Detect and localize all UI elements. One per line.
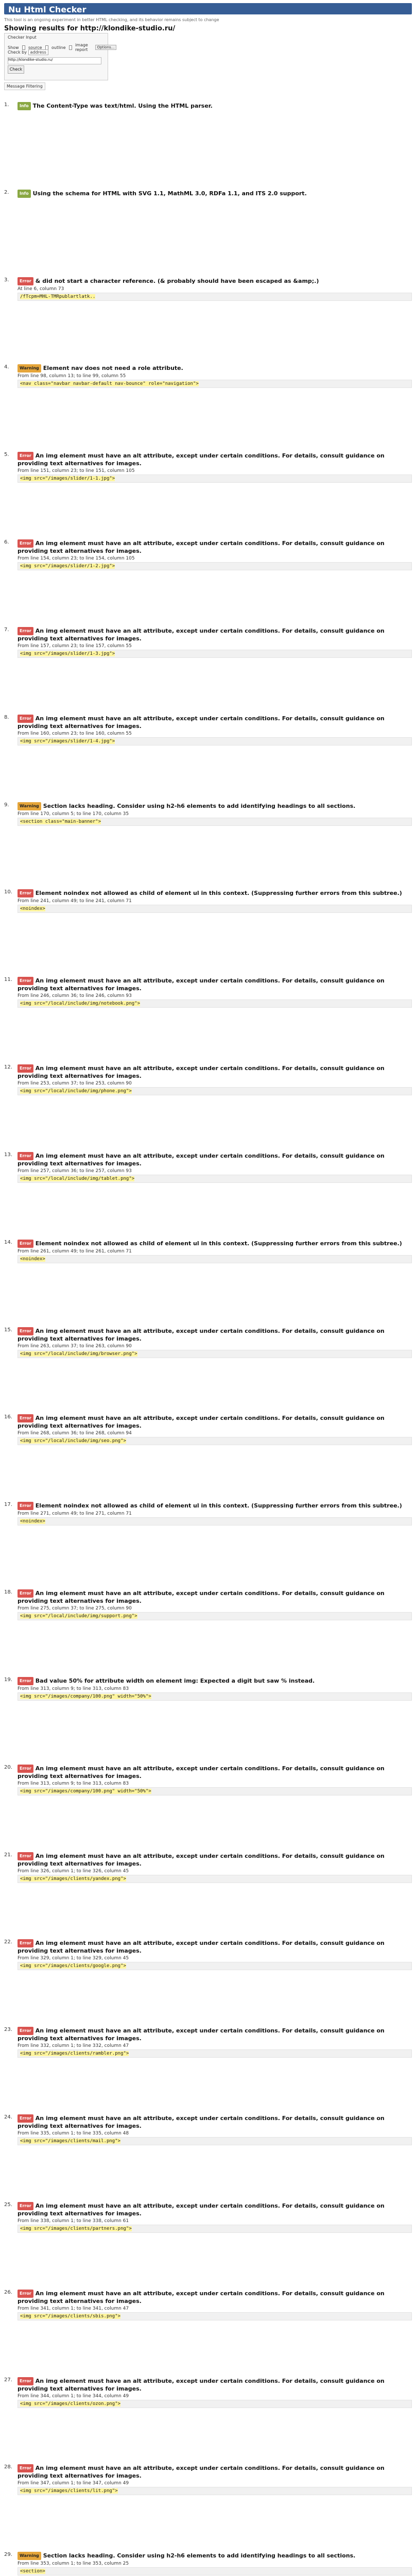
- message-type-badge: Info: [18, 102, 31, 110]
- message-number: 20.: [4, 1764, 12, 1770]
- message-number: 2.: [4, 189, 9, 195]
- message-description: An img element must have an alt attribute, except under certain conditions. For details, consult guidance on providing text alternatives for images.: [18, 1065, 385, 1080]
- message-type-badge: Error: [18, 2027, 33, 2035]
- message-type-badge: Error: [18, 2202, 33, 2210]
- highlighted-source: <img src="/images/company/100.png" width="50%">: [20, 1693, 151, 1699]
- source-extract: [18, 1087, 412, 1095]
- message-item: [4, 102, 412, 181]
- message-text: [18, 102, 412, 110]
- message-number: 10.: [4, 889, 12, 895]
- highlighted-source: <img src="/images/clients/lit.png">: [20, 2488, 118, 2494]
- show-label: Show: [8, 45, 19, 50]
- source-extract: [18, 2312, 412, 2320]
- source-extract: [18, 2049, 412, 2058]
- message-text: [18, 1502, 412, 1510]
- message-item: [4, 2289, 412, 2369]
- message-text: [18, 364, 412, 372]
- message-location[interactable]: From line 271, column 49; to line 271, column 71: [18, 1511, 132, 1517]
- check-by-select[interactable]: address: [28, 49, 48, 55]
- message-item: [4, 802, 412, 882]
- message-description: An img element must have an alt attribute, except under certain conditions. For details, consult guidance on providing text alternatives for images.: [18, 2115, 385, 2130]
- showing-results: Showing results for http://klondike-studio.ru/: [4, 25, 176, 32]
- message-number: 16.: [4, 1414, 12, 1420]
- source-extract: [18, 1437, 412, 1445]
- message-item: [4, 977, 412, 1056]
- source-extract: [18, 380, 412, 388]
- message-location[interactable]: From line 170, column 5; to line 170, column 35: [18, 811, 129, 817]
- highlighted-source: <img src="/images/clients/partners.png">: [20, 2226, 132, 2231]
- highlighted-source: <noindex>: [20, 906, 45, 912]
- message-description: Element noindex not allowed as child of element ul in this context. (Suppressing further errors from this subtree.): [35, 1240, 402, 1247]
- source-extract: [18, 1875, 412, 1883]
- highlighted-source: <img src="/images/slider/1-1.jpg">: [20, 476, 115, 482]
- message-number: 5.: [4, 452, 9, 458]
- message-text: [18, 2552, 412, 2560]
- app-subtitle: This tool is an ongoing experiment in better HTML checking, and its behavior remains subject to change: [4, 18, 219, 22]
- message-number: 15.: [4, 1327, 12, 1333]
- message-type-badge: Error: [18, 2377, 33, 2385]
- source-extract: [18, 474, 412, 483]
- message-number: 22.: [4, 1939, 12, 1945]
- message-description: An img element must have an alt attribute, except under certain conditions. For details, consult guidance on providing text alternatives for images.: [18, 1852, 385, 1867]
- message-text: [18, 1589, 412, 1605]
- message-text: [18, 539, 412, 555]
- message-location[interactable]: From line 338, column 1; to line 338, column 61: [18, 2218, 129, 2224]
- message-item: [4, 714, 412, 794]
- url-input[interactable]: http://klondike-studio.ru/: [8, 57, 101, 64]
- message-type-badge: Error: [18, 1414, 33, 1422]
- message-number: 29.: [4, 2552, 12, 2558]
- message-location[interactable]: From line 154, column 23; to line 154, column 105: [18, 556, 135, 562]
- message-text: [18, 1852, 412, 1868]
- message-number: 28.: [4, 2464, 12, 2470]
- highlighted-source: <img src="/images/clients/google.png">: [20, 1963, 126, 1969]
- message-type-badge: Error: [18, 539, 33, 548]
- message-item: [4, 1064, 412, 1144]
- message-description: An img element must have an alt attribute, except under certain conditions. For details, consult guidance on providing text alternatives for images.: [18, 1765, 385, 1780]
- highlighted-source: <img src="/images/slider/1-2.jpg">: [20, 564, 115, 569]
- message-filtering-button[interactable]: Message Filtering: [4, 82, 45, 90]
- message-description: Using the schema for HTML with SVG 1.1, MathML 3.0, RDFa 1.1, and ITS 2.0 support.: [32, 190, 307, 197]
- message-item: [4, 1852, 412, 1931]
- message-number: 26.: [4, 2289, 12, 2295]
- source-label: source: [28, 45, 42, 50]
- source-checkbox[interactable]: [22, 45, 25, 50]
- highlighted-source: <img src="/local/include/img/notebook.png">: [20, 1001, 140, 1007]
- message-item: [4, 1939, 412, 2019]
- message-location[interactable]: From line 347, column 1; to line 347, column 49: [18, 2481, 129, 2486]
- outline-label: outline: [51, 45, 66, 50]
- message-text: [18, 2202, 412, 2217]
- message-text: [18, 1240, 412, 1248]
- source-extract: [18, 1517, 412, 1526]
- message-type-badge: Error: [18, 1327, 33, 1335]
- message-item: [4, 2027, 412, 2106]
- message-location[interactable]: From line 253, column 37; to line 253, column 90: [18, 1081, 132, 1087]
- highlighted-source: <img src="/local/include/img/phone.png">: [20, 1089, 132, 1094]
- message-description: An img element must have an alt attribute, except under certain conditions. For details, consult guidance on providing text alternatives for images.: [18, 1327, 385, 1342]
- message-location[interactable]: From line 257, column 36; to line 257, column 93: [18, 1168, 132, 1174]
- message-text: [18, 1939, 412, 1955]
- message-description: An img element must have an alt attribute, except under certain conditions. For details, consult guidance on providing text alternatives for images.: [18, 2202, 385, 2217]
- message-type-badge: Error: [18, 889, 33, 897]
- message-item: [4, 1764, 412, 1844]
- message-type-badge: Warning: [18, 802, 41, 810]
- message-type-badge: Error: [18, 715, 33, 723]
- message-type-badge: Error: [18, 627, 33, 635]
- message-text: [18, 1677, 412, 1685]
- options-button[interactable]: Options...: [95, 45, 117, 50]
- source-extract: [18, 650, 412, 658]
- image-report-label: image report: [75, 43, 88, 52]
- message-location[interactable]: From line 344, column 1; to line 344, column 49: [18, 2393, 129, 2399]
- message-location[interactable]: From line 246, column 36; to line 246, column 93: [18, 993, 132, 999]
- message-type-badge: Error: [18, 2290, 33, 2298]
- message-description: An img element must have an alt attribute, except under certain conditions. For details, consult guidance on providing text alternatives for images.: [18, 452, 385, 467]
- message-type-badge: Error: [18, 1064, 33, 1073]
- message-description: An img element must have an alt attribute, except under certain conditions. For details, consult guidance on providing text alternatives for images.: [18, 977, 385, 992]
- message-item: [4, 1676, 412, 1756]
- message-location[interactable]: From line 341, column 1; to line 341, column 47: [18, 2306, 129, 2311]
- message-number: 7.: [4, 626, 9, 633]
- highlighted-source: <img src="/images/clients/ozon.png">: [20, 2401, 121, 2406]
- message-item: [4, 626, 412, 706]
- message-number: 25.: [4, 2201, 12, 2208]
- message-number: 3.: [4, 277, 9, 283]
- check-button[interactable]: Check: [8, 65, 24, 74]
- message-location[interactable]: From line 151, column 23; to line 151, column 105: [18, 468, 135, 474]
- message-text: [18, 889, 412, 897]
- highlighted-source: <img src="/local/include/img/seo.png">: [20, 1438, 126, 1444]
- message-number: 18.: [4, 1589, 12, 1596]
- message-description: An img element must have an alt attribute, except under certain conditions. For details, consult guidance on providing text alternatives for images.: [18, 715, 385, 730]
- source-extract: [18, 905, 412, 913]
- message-type-badge: Warning: [18, 364, 41, 372]
- message-description: Section lacks heading. Consider using h2-h6 elements to add identifying headings to all sections.: [43, 2552, 356, 2560]
- highlighted-source: <img src="/images/clients/yandex.png">: [20, 1876, 126, 1882]
- highlighted-source: <nav class="navbar navbar-default nav-bounce" role="navigation">: [20, 381, 199, 387]
- message-description: The Content-Type was text/html. Using the HTML parser.: [32, 103, 213, 109]
- message-description: An img element must have an alt attribute, except under certain conditions. For details, consult guidance on providing text alternatives for images.: [18, 2465, 385, 2480]
- message-item: [4, 2377, 412, 2456]
- highlighted-source: /fTcpm=MHL-TMRpublartlatk..: [20, 294, 96, 299]
- message-number: 11.: [4, 977, 12, 983]
- message-description: An img element must have an alt attribute, except under certain conditions. For details, consult guidance on providing text alternatives for images.: [18, 2027, 385, 2042]
- source-extract: [18, 562, 412, 570]
- message-description: Section lacks heading. Consider using h2-h6 elements to add identifying headings to all sections.: [43, 802, 356, 809]
- message-description: An img element must have an alt attribute, except under certain conditions. For details, consult guidance on providing text alternatives for images.: [18, 1152, 385, 1167]
- highlighted-source: <img src="/images/clients/mail.png">: [20, 2139, 121, 2144]
- message-item: [4, 1589, 412, 1669]
- message-location[interactable]: At line 6, column 73: [18, 286, 64, 292]
- message-item: [4, 277, 412, 357]
- message-item: [4, 189, 412, 269]
- message-number: 9.: [4, 802, 9, 808]
- highlighted-source: <noindex>: [20, 1519, 45, 1524]
- source-extract: [18, 818, 412, 826]
- message-description: An img element must have an alt attribute, except under certain conditions. For details, consult guidance on providing text alternatives for images.: [18, 1415, 385, 1430]
- message-text: [18, 277, 412, 285]
- message-location[interactable]: From line 275, column 37; to line 275, column 90: [18, 1606, 132, 1612]
- message-number: 13.: [4, 1151, 12, 1158]
- check-by-row: [8, 50, 48, 55]
- highlighted-source: <img src="/images/clients/sbis.png">: [20, 2313, 121, 2319]
- message-type-badge: Error: [18, 2114, 33, 2123]
- message-type-badge: Error: [18, 1502, 33, 1510]
- message-description: Element noindex not allowed as child of element ul in this context. (Suppressing further errors from this subtree.): [35, 1502, 402, 1510]
- source-extract: [18, 999, 412, 1008]
- message-type-badge: Info: [18, 190, 31, 198]
- message-type-badge: Error: [18, 1677, 33, 1685]
- message-type-badge: Error: [18, 1589, 33, 1598]
- message-type-badge: Error: [18, 452, 33, 460]
- source-extract: [18, 2487, 412, 2495]
- message-location[interactable]: From line 313, column 9; to line 313, column 83: [18, 1686, 129, 1691]
- message-location[interactable]: From line 263, column 37; to line 263, column 90: [18, 1343, 132, 1349]
- source-extract: [18, 2567, 412, 2575]
- highlighted-source: <img src="/images/company/100.png" width="50%">: [20, 1788, 151, 1794]
- message-item: [4, 1502, 412, 1581]
- message-text: [18, 190, 412, 198]
- message-item: [4, 2114, 412, 2194]
- message-list: [4, 102, 412, 2576]
- message-location[interactable]: From line 329, column 1; to line 329, column 45: [18, 1956, 129, 1961]
- highlighted-source: <img src="/images/clients/rambler.png">: [20, 2051, 129, 2057]
- message-number: 23.: [4, 2027, 12, 2033]
- message-location[interactable]: From line 332, column 1; to line 332, column 47: [18, 2043, 129, 2049]
- highlighted-source: <img src="/local/include/img/support.png">: [20, 1614, 137, 1619]
- message-number: 12.: [4, 1064, 12, 1071]
- image-report-checkbox[interactable]: [69, 45, 72, 50]
- message-text: [18, 802, 412, 810]
- highlighted-source: <img src="/images/slider/1-4.jpg">: [20, 738, 115, 744]
- message-description: Bad value 50% for attribute width on element img: Expected a digit but saw % instead.: [35, 1677, 315, 1684]
- message-type-badge: Error: [18, 1939, 33, 1947]
- message-number: 6.: [4, 539, 9, 546]
- message-location[interactable]: From line 268, column 36; to line 268, column 94: [18, 1431, 132, 1436]
- source-extract: [18, 1612, 412, 1620]
- source-extract: [18, 1350, 412, 1358]
- message-location[interactable]: From line 98, column 13; to line 99, column 55: [18, 374, 126, 379]
- message-type-badge: Error: [18, 1765, 33, 1773]
- message-description: An img element must have an alt attribute, except under certain conditions. For details, consult guidance on providing text alternatives for images.: [18, 627, 385, 642]
- message-text: [18, 452, 412, 467]
- message-number: 24.: [4, 2114, 12, 2121]
- source-extract: [18, 737, 412, 745]
- message-text: [18, 1414, 412, 1430]
- message-location[interactable]: From line 241, column 49; to line 241, column 71: [18, 899, 132, 904]
- message-text: [18, 2377, 412, 2393]
- message-text: [18, 2114, 412, 2130]
- message-item: [4, 1239, 412, 1319]
- highlighted-source: <img src="/local/include/img/browser.png">: [20, 1351, 137, 1357]
- message-location[interactable]: From line 160, column 23; to line 160, column 55: [18, 731, 132, 736]
- message-type-badge: Error: [18, 277, 33, 285]
- check-by-label: Check by: [8, 50, 27, 55]
- message-location[interactable]: From line 335, column 1; to line 335, column 48: [18, 2131, 129, 2137]
- checker-legend: Checker Input: [8, 35, 37, 40]
- message-text: [18, 627, 412, 642]
- message-item: [4, 1414, 412, 1494]
- message-number: 4.: [4, 364, 9, 370]
- message-description: Element nav does not need a role attribute.: [43, 365, 183, 372]
- source-extract: [18, 1787, 412, 1795]
- source-extract: [18, 2225, 412, 2233]
- message-description: Element noindex not allowed as child of element ul in this context. (Suppressing further errors from this subtree.): [35, 890, 402, 897]
- message-text: [18, 1765, 412, 1780]
- message-number: 19.: [4, 1676, 12, 1683]
- source-extract: [18, 1692, 412, 1701]
- message-number: 1.: [4, 102, 9, 108]
- message-text: [18, 1327, 412, 1343]
- message-item: [4, 2464, 412, 2544]
- message-location[interactable]: From line 313, column 9; to line 313, column 83: [18, 1781, 129, 1786]
- message-type-badge: Error: [18, 1852, 33, 1860]
- highlighted-source: <noindex>: [20, 1256, 45, 1262]
- highlighted-source: <section>: [20, 2569, 45, 2574]
- message-number: 27.: [4, 2377, 12, 2383]
- brand-bar: [4, 3, 412, 14]
- message-text: [18, 715, 412, 730]
- message-item: [4, 889, 412, 969]
- source-extract: [18, 2137, 412, 2145]
- message-type-badge: Error: [18, 977, 33, 985]
- message-type-badge: Error: [18, 1152, 33, 1160]
- message-number: 8.: [4, 714, 9, 720]
- message-description: An img element must have an alt attribute, except under certain conditions. For details, consult guidance on providing text alternatives for images.: [18, 1940, 385, 1955]
- highlighted-source: <img src="/local/include/img/tablet.png">: [20, 1176, 135, 1181]
- message-location[interactable]: From line 353, column 1; to line 353, column 25: [18, 2561, 129, 2567]
- source-extract: [18, 1175, 412, 1183]
- checker-input: [4, 33, 115, 80]
- message-description: An img element must have an alt attribute, except under certain conditions. For details, consult guidance on providing text alternatives for images.: [18, 2290, 385, 2304]
- message-location[interactable]: From line 157, column 23; to line 157, column 55: [18, 643, 132, 649]
- message-text: [18, 1152, 412, 1167]
- message-location[interactable]: From line 261, column 49; to line 261, column 71: [18, 1248, 132, 1254]
- message-description: & did not start a character reference. (& probably should have been escaped as &amp;.): [35, 277, 319, 284]
- highlighted-source: <img src="/images/slider/1-3.jpg">: [20, 651, 115, 656]
- message-item: [4, 2552, 412, 2576]
- message-text: [18, 2290, 412, 2305]
- message-type-badge: Error: [18, 1240, 33, 1248]
- app-title[interactable]: Nu Html Checker: [8, 5, 86, 14]
- message-type-badge: Warning: [18, 2552, 41, 2560]
- message-item: [4, 1327, 412, 1406]
- message-text: [18, 2027, 412, 2042]
- source-extract: [18, 1962, 412, 1970]
- source-extract: [18, 293, 412, 301]
- message-item: [4, 2201, 412, 2281]
- message-number: 21.: [4, 1852, 12, 1858]
- message-description: An img element must have an alt attribute, except under certain conditions. For details, consult guidance on providing text alternatives for images.: [18, 1590, 385, 1605]
- message-description: An img element must have an alt attribute, except under certain conditions. For details, consult guidance on providing text alternatives for images.: [18, 540, 385, 555]
- highlighted-source: <section class="main-banner">: [20, 819, 101, 824]
- source-extract: [18, 2400, 412, 2408]
- source-extract: [18, 1255, 412, 1263]
- message-item: [4, 539, 412, 619]
- message-item: [4, 1151, 412, 1231]
- message-text: [18, 1064, 412, 1080]
- message-number: 14.: [4, 1239, 12, 1245]
- message-item: [4, 364, 412, 444]
- message-type-badge: Error: [18, 2464, 33, 2472]
- message-description: An img element must have an alt attribute, except under certain conditions. For details, consult guidance on providing text alternatives for images.: [18, 2377, 385, 2392]
- message-item: [4, 452, 412, 531]
- message-number: 17.: [4, 1502, 12, 1508]
- message-location[interactable]: From line 326, column 1; to line 326, column 45: [18, 1868, 129, 1874]
- message-text: [18, 977, 412, 992]
- message-text: [18, 2464, 412, 2480]
